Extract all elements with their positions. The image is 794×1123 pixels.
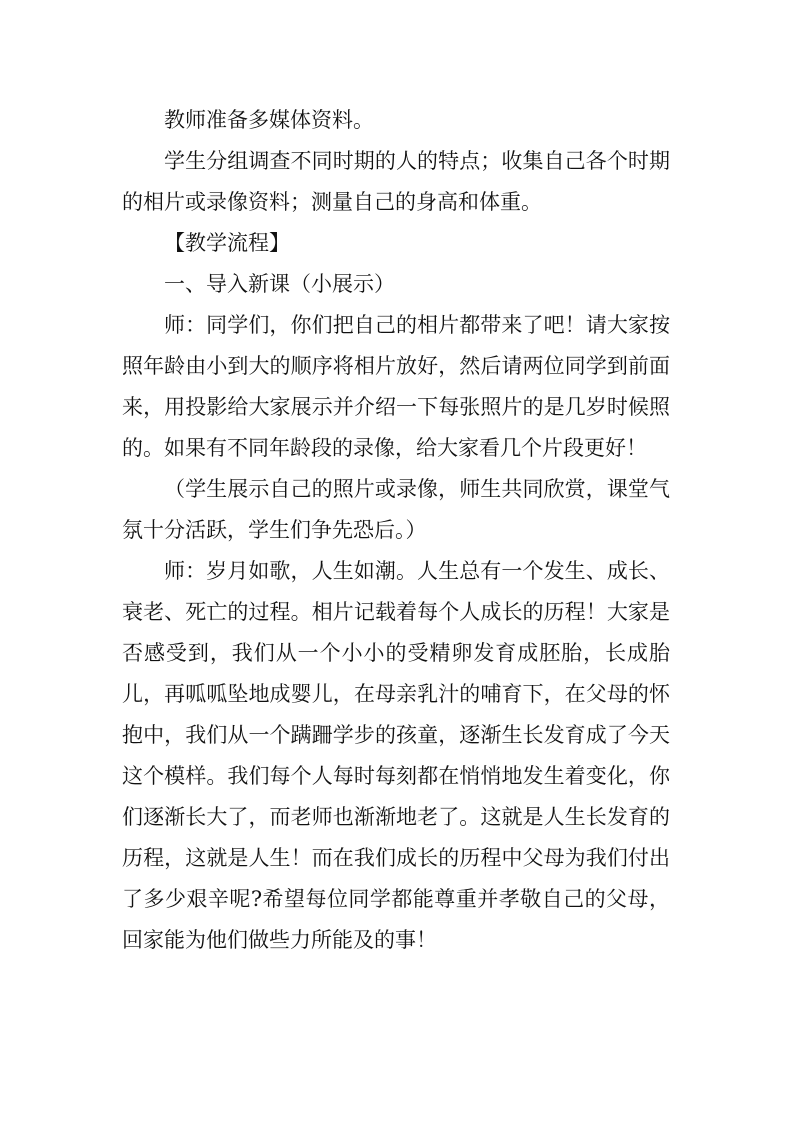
paragraph-teacher-reflection: 师：岁月如歌，人生如潮。人生总有一个发生、成长、衰老、死亡的过程。相片记载着每个人成长的历程！大家是否感受到，我们从一个小小的受精卵发育成胚胎，长成胎儿，再呱呱坠地成婴儿，在母亲乳汁的哺育下，在父母的怀抱中，我们从一个蹒跚学步的孩童，逐渐生长发育成了今天这个模样。我们每个人每时每刻都在悄悄地发生着变化，你们逐渐长大了，而老师也渐渐地老了。这就是人生长发育的历程，这就是人生！而在我们成长的历程中父母为我们付出了多少艰辛呢?希望每位同学都能尊重并孝敬自己的父母，回家能为他们做些力所能及的事！ — [122, 559, 670, 952]
paragraph-student-activity: （学生展示自己的照片或录像，师生共同欣赏，课堂气氛十分活跃，学生们争先恐后。） — [122, 477, 670, 542]
document-body — [122, 100, 670, 961]
paragraph-teacher-intro: 师：同学们，你们把自己的相片都带来了吧！请大家按照年龄由小到大的顺序将相片放好，然后请两位同学到前面来，用投影给大家展示并介绍一下每张照片的是几岁时候照的。如果有不同年龄段的录像，给大家看几个片段更好！ — [122, 313, 670, 460]
paragraph-materials-student: 学生分组调查不同时期的人的特点；收集自己各个时期的相片或录像资料；测量自己的身高和体重。 — [122, 149, 670, 214]
section-heading-teaching-flow: 【教学流程】 — [164, 231, 290, 255]
paragraph-materials-teacher: 教师准备多媒体资料。 — [164, 108, 374, 132]
subsection-heading-intro: 一、导入新课（小展示） — [164, 272, 395, 296]
